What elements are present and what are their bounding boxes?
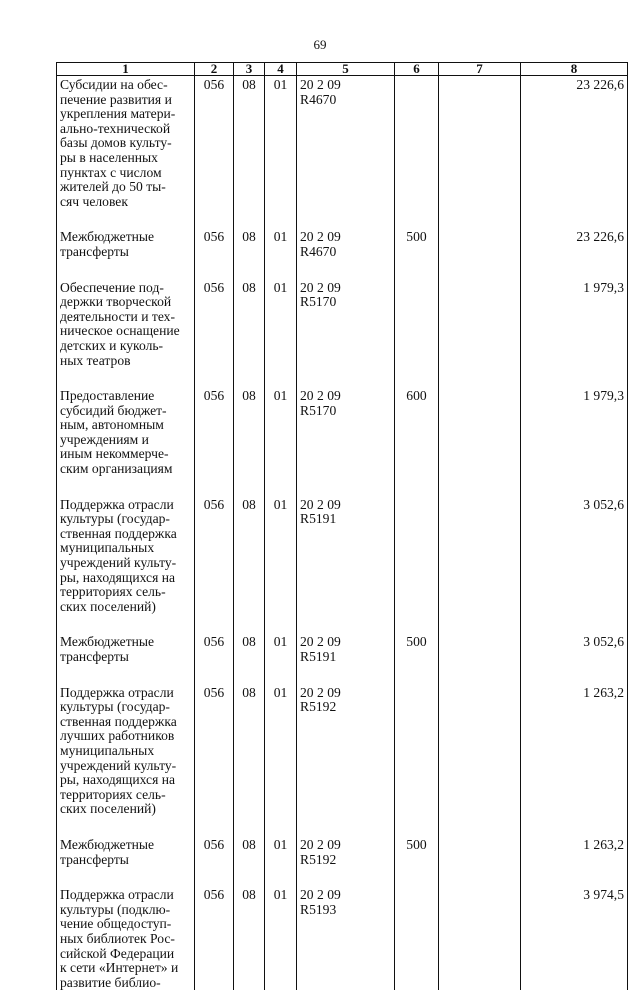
row-name-line: деятельности и тех- [60, 308, 176, 324]
amount-cell: 23 226,6 [521, 76, 628, 229]
row-name-cell [57, 684, 195, 836]
row-name-line: сяч человек [60, 193, 128, 209]
target-article-cell [297, 633, 395, 683]
grbs-code-cell: 056 [195, 633, 234, 683]
row-name-line: детских и куколь- [60, 337, 164, 353]
amount-cell: 3 974,5 [521, 886, 628, 990]
table-row [57, 684, 628, 836]
budget-table [56, 62, 628, 990]
row-name-line: трансферты [60, 851, 129, 867]
row-name-line: чение общедоступ- [60, 916, 172, 932]
section-code-cell: 08 [234, 279, 265, 388]
column-7-cell [439, 387, 521, 496]
row-name-cell [57, 836, 195, 886]
row-name-line: сийской Федерации [60, 945, 175, 961]
target-article-line: R5170 [300, 402, 337, 418]
row-name-line: ных библиотек Рос- [60, 930, 175, 946]
target-article-line: R5191 [300, 649, 337, 664]
table-row [57, 836, 628, 886]
subsection-code-cell: 01 [265, 836, 297, 886]
grbs-code-cell: 056 [195, 684, 234, 836]
row-name-line: лучших работников [60, 728, 175, 744]
header-cell: 1 [57, 63, 195, 76]
row-name-cell [57, 496, 195, 634]
target-article-cell [297, 684, 395, 836]
target-article-cell [297, 279, 395, 388]
target-article-cell [297, 496, 395, 634]
amount-cell: 3 052,6 [521, 633, 628, 683]
grbs-code-cell: 056 [195, 279, 234, 388]
row-name-line: субсидий бюджет- [60, 402, 167, 418]
target-article-line: 20 2 09 [300, 836, 341, 852]
grbs-code-cell: 056 [195, 76, 234, 229]
amount-cell: 1 979,3 [521, 387, 628, 496]
table-header-row [57, 63, 628, 76]
target-article-cell [297, 228, 395, 278]
section-code-cell: 08 [234, 886, 265, 990]
row-name-line: к сети «Интернет» и [60, 960, 179, 976]
row-name-line: Межбюджетные [60, 229, 155, 245]
row-name-line: Обеспечение под- [60, 279, 164, 295]
subsection-code-cell: 01 [265, 76, 297, 229]
row-name-line: ры, находящихся на [60, 569, 176, 585]
subsection-code-cell: 01 [265, 279, 297, 388]
grbs-code-cell: 056 [195, 387, 234, 496]
expense-type-cell [395, 684, 439, 836]
header-cell: 8 [521, 63, 628, 76]
grbs-code-cell: 056 [195, 836, 234, 886]
target-article-line: 20 2 09 [300, 684, 341, 700]
row-name-line: ры в населенных [60, 149, 158, 165]
target-article-line: 20 2 09 [300, 229, 341, 245]
row-name-line: ственная поддержка [60, 525, 177, 541]
row-name-line: Поддержка отрасли [60, 496, 174, 512]
amount-cell: 3 052,6 [521, 496, 628, 634]
target-article-line: R5192 [300, 699, 337, 715]
column-7-cell [439, 684, 521, 836]
target-article-cell [297, 886, 395, 990]
target-article-line: R5193 [300, 901, 337, 917]
row-name-line: печение развития и [60, 91, 172, 107]
row-name-cell [57, 279, 195, 388]
header-cell: 5 [297, 63, 395, 76]
row-name-line: муниципальных [60, 742, 155, 758]
column-7-cell [439, 836, 521, 886]
grbs-code-cell: 056 [195, 886, 234, 990]
amount-cell: 1 263,2 [521, 836, 628, 886]
header-cell: 7 [439, 63, 521, 76]
row-name-line: ных театров [60, 352, 131, 368]
expense-type-cell [395, 886, 439, 990]
row-name-line: культуры (государ- [60, 699, 170, 715]
table-row [57, 228, 628, 278]
column-7-cell [439, 279, 521, 388]
expense-type-cell: 500 [395, 633, 439, 683]
row-name-line: трансферты [60, 649, 129, 664]
table-row [57, 387, 628, 496]
target-article-line: R5192 [300, 851, 337, 867]
subsection-code-cell: 01 [265, 387, 297, 496]
subsection-code-cell: 01 [265, 228, 297, 278]
row-name-line: базы домов культу- [60, 135, 172, 151]
row-name-line: ры, находящихся на [60, 772, 176, 788]
amount-cell: 1 263,2 [521, 684, 628, 836]
row-name-line: укрепления матери- [60, 106, 176, 122]
target-article-line: 20 2 09 [300, 279, 341, 295]
row-name-cell [57, 76, 195, 229]
row-name-line: развитие библио- [60, 974, 161, 990]
expense-type-cell [395, 279, 439, 388]
header-cell: 6 [395, 63, 439, 76]
table-row [57, 496, 628, 634]
row-name-line: ских поселений) [60, 801, 156, 817]
row-name-line: трансферты [60, 243, 129, 259]
row-name-line: Предоставление [60, 388, 155, 404]
row-name-line: ническое оснащение [60, 323, 180, 339]
row-name-line: ственная поддержка [60, 713, 177, 729]
header-cell: 4 [265, 63, 297, 76]
row-name-line: держки творческой [60, 294, 172, 310]
row-name-line: ских поселений) [60, 598, 156, 614]
row-name-cell [57, 228, 195, 278]
expense-type-cell: 500 [395, 836, 439, 886]
target-article-line: 20 2 09 [300, 634, 341, 650]
section-code-cell: 08 [234, 387, 265, 496]
row-name-line: Межбюджетные [60, 634, 155, 650]
row-name-line: жителей до 50 ты- [60, 179, 166, 195]
page-number: 69 [313, 37, 327, 52]
grbs-code-cell: 056 [195, 496, 234, 634]
column-7-cell [439, 228, 521, 278]
section-code-cell: 08 [234, 228, 265, 278]
row-name-cell [57, 387, 195, 496]
target-article-line: R4670 [300, 91, 337, 107]
target-article-line: 20 2 09 [300, 77, 341, 92]
section-code-cell: 08 [234, 684, 265, 836]
row-name-line: учреждений культу- [60, 555, 177, 571]
target-article-line: 20 2 09 [300, 887, 341, 903]
row-name-line: ным, автономным [60, 417, 164, 433]
row-name-line: ским организациям [60, 461, 173, 477]
section-code-cell: 08 [234, 633, 265, 683]
target-article-cell [297, 76, 395, 229]
row-name-cell [57, 886, 195, 990]
row-name-line: учреждений культу- [60, 757, 177, 773]
expense-type-cell: 500 [395, 228, 439, 278]
amount-cell: 23 226,6 [521, 228, 628, 278]
header-cell: 3 [234, 63, 265, 76]
grbs-code-cell: 056 [195, 228, 234, 278]
row-name-cell [57, 633, 195, 683]
row-name-line: Межбюджетные [60, 836, 155, 852]
row-name-line: Поддержка отрасли [60, 684, 174, 700]
row-name-line: иным некоммерче- [60, 446, 169, 462]
row-name-line: Поддержка отрасли [60, 887, 174, 903]
header-cell: 2 [195, 63, 234, 76]
section-code-cell: 08 [234, 496, 265, 634]
row-name-line: культуры (государ- [60, 511, 170, 527]
table-row [57, 886, 628, 990]
subsection-code-cell: 01 [265, 496, 297, 634]
section-code-cell: 08 [234, 836, 265, 886]
target-article-line: R4670 [300, 243, 337, 259]
target-article-line: 20 2 09 [300, 496, 341, 512]
column-7-cell [439, 76, 521, 229]
expense-type-cell [395, 496, 439, 634]
target-article-line: R5191 [300, 511, 337, 527]
row-name-line: территориях сель- [60, 786, 166, 802]
amount-cell: 1 979,3 [521, 279, 628, 388]
subsection-code-cell: 01 [265, 684, 297, 836]
expense-type-cell [395, 76, 439, 229]
column-7-cell [439, 633, 521, 683]
row-name-line: территориях сель- [60, 584, 166, 600]
table-row [57, 633, 628, 683]
column-7-cell [439, 886, 521, 990]
target-article-cell [297, 836, 395, 886]
subsection-code-cell: 01 [265, 633, 297, 683]
expense-type-cell: 600 [395, 387, 439, 496]
subsection-code-cell: 01 [265, 886, 297, 990]
row-name-line: пунктах с числом [60, 164, 162, 180]
row-name-line: Субсидии на обес- [60, 77, 168, 92]
row-name-line: муниципальных [60, 540, 155, 556]
target-article-cell [297, 387, 395, 496]
column-7-cell [439, 496, 521, 634]
row-name-line: ально-технической [60, 120, 171, 136]
table-row [57, 279, 628, 388]
target-article-line: R5170 [300, 294, 337, 310]
row-name-line: учреждениям и [60, 431, 149, 447]
target-article-line: 20 2 09 [300, 388, 341, 404]
section-code-cell: 08 [234, 76, 265, 229]
row-name-line: культуры (подклю- [60, 901, 171, 917]
table-row [57, 76, 628, 229]
